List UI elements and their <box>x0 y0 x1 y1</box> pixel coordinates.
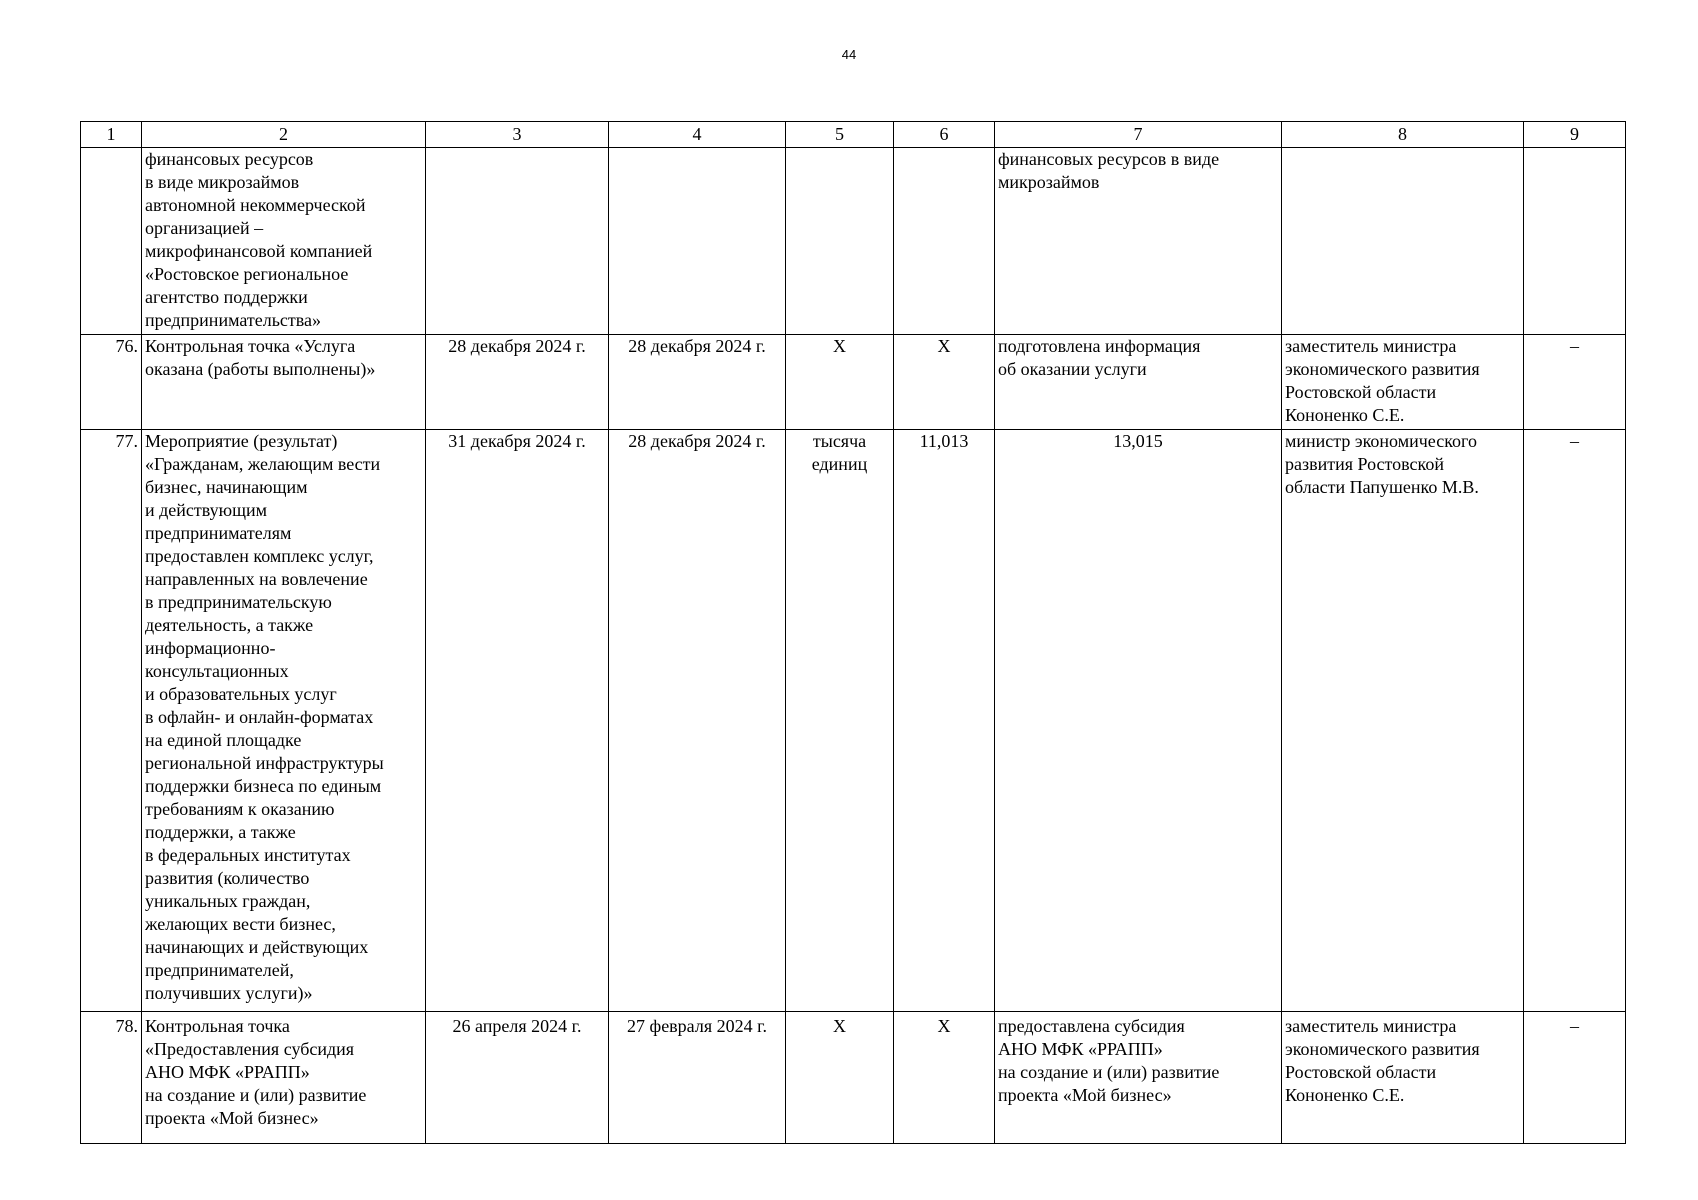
note: – <box>1524 1012 1626 1144</box>
responsible: заместитель министра экономического развития Ростовской области Кононенко С.Е. <box>1282 1012 1524 1144</box>
plan-value: Х <box>894 335 995 430</box>
column-header: 1 <box>81 122 142 148</box>
column-header: 8 <box>1282 122 1524 148</box>
plan-date: 28 декабря 2024 г. <box>426 335 609 430</box>
table-row <box>81 148 1626 335</box>
column-header: 2 <box>142 122 426 148</box>
column-header: 9 <box>1524 122 1626 148</box>
column-number-header-row <box>81 122 1626 148</box>
item-name: Контрольная точка «Услуга оказана (работы выполнены)» <box>142 335 426 430</box>
responsible <box>1282 148 1524 335</box>
fact-date <box>609 148 786 335</box>
row-number <box>81 148 142 335</box>
plan-date: 26 апреля 2024 г. <box>426 1012 609 1144</box>
item-name: Контрольная точка «Предоставления субсидия АНО МФК «РРАПП» на создание и (или) развитие проекта «Мой бизнес» <box>142 1012 426 1144</box>
unit: Х <box>786 1012 894 1144</box>
column-header: 3 <box>426 122 609 148</box>
item-name: финансовых ресурсов в виде микрозаймов автономной некоммерческой организацией – микрофинансовой компанией «Ростовское региональное агентство поддержки предпринимательства» <box>142 148 426 335</box>
fact-value: предоставлена субсидия АНО МФК «РРАПП» на создание и (или) развитие проекта «Мой бизнес» <box>995 1012 1282 1144</box>
unit: тысяча единиц <box>786 430 894 1012</box>
table-row <box>81 335 1626 430</box>
responsible: заместитель министра экономического развития Ростовской области Кононенко С.Е. <box>1282 335 1524 430</box>
item-name: Мероприятие (результат) «Гражданам, желающим вести бизнес, начинающим и действующим предпринимателям предоставлен комплекс услуг, направленных на вовлечение в предпринимательскую деятельность, а также информационно- консультационных и образовательных услуг в офлайн- и онлайн-форматах на единой площадке региональной инфраструктуры поддержки бизнеса по единым требованиям к оказанию поддержки, а также в федеральных институтах развития (количество уникальных граждан, желающих вести бизнес, начинающих и действующих предпринимателей, получивших услуги)» <box>142 430 426 1012</box>
column-header: 6 <box>894 122 995 148</box>
responsible: министр экономического развития Ростовской области Папушенко М.В. <box>1282 430 1524 1012</box>
fact-value: 13,015 <box>995 430 1282 1012</box>
fact-date: 27 февраля 2024 г. <box>609 1012 786 1144</box>
fact-value: финансовых ресурсов в виде микрозаймов <box>995 148 1282 335</box>
column-header: 4 <box>609 122 786 148</box>
unit <box>786 148 894 335</box>
note <box>1524 148 1626 335</box>
page-number: 44 <box>841 47 857 62</box>
plan-date <box>426 148 609 335</box>
plan-value: 11,013 <box>894 430 995 1012</box>
plan-value: Х <box>894 1012 995 1144</box>
note: – <box>1524 430 1626 1012</box>
row-number: 77. <box>81 430 142 1012</box>
plan-value <box>894 148 995 335</box>
fact-value: подготовлена информация об оказании услуги <box>995 335 1282 430</box>
note: – <box>1524 335 1626 430</box>
table-row <box>81 1012 1626 1144</box>
column-header: 5 <box>786 122 894 148</box>
fact-date: 28 декабря 2024 г. <box>609 335 786 430</box>
row-number: 76. <box>81 335 142 430</box>
plan-date: 31 декабря 2024 г. <box>426 430 609 1012</box>
fact-date: 28 декабря 2024 г. <box>609 430 786 1012</box>
table-row <box>81 430 1626 1012</box>
unit: Х <box>786 335 894 430</box>
plan-table <box>80 121 1626 1144</box>
column-header: 7 <box>995 122 1282 148</box>
row-number: 78. <box>81 1012 142 1144</box>
